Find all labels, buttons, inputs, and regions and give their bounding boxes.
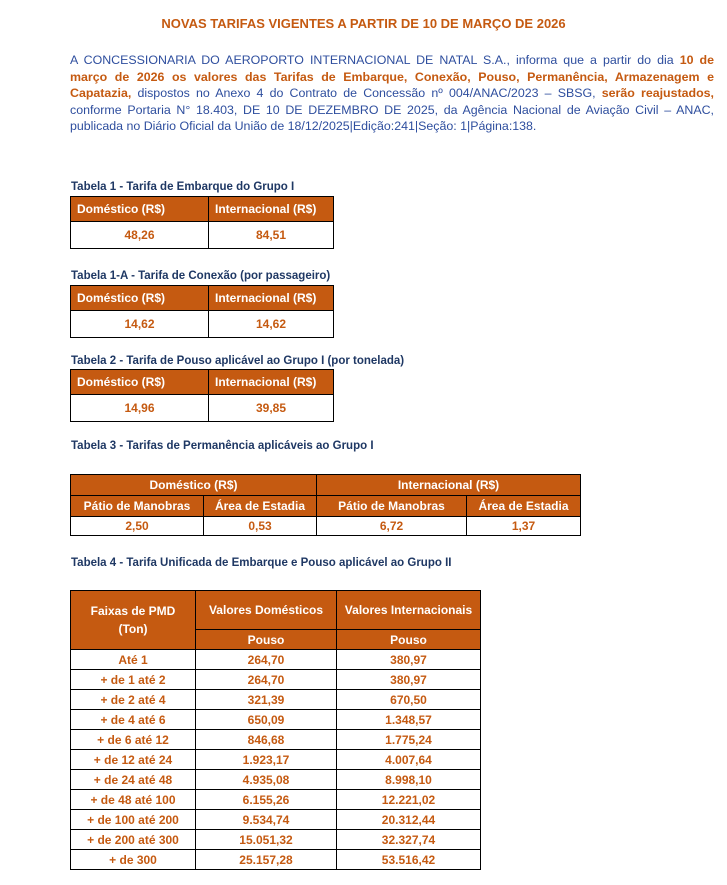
table-row xyxy=(71,670,481,690)
table4-cell-int: 1.348,57 xyxy=(337,710,481,730)
table3-sub-estadia-int: Área de Estadia xyxy=(467,496,581,517)
table4-sub-pouso-int: Pouso xyxy=(337,630,481,650)
intro-text-2: dispostos no Anexo 4 do Contrato de Concessão nº 004/ANAC/2023 – SBSG, xyxy=(131,86,602,101)
table4-header-pmd xyxy=(71,591,196,650)
table2-header-internacional: Internacional (R$) xyxy=(209,370,334,395)
table4-cell-faixa: + de 48 até 100 xyxy=(71,790,196,810)
intro-highlight-reajuste: serão reajustados, xyxy=(601,86,714,101)
table3-value-patio-dom: 2,50 xyxy=(71,517,204,536)
table1-header-internacional: Internacional (R$) xyxy=(209,197,334,222)
table-row xyxy=(71,750,481,770)
table4-cell-int: 1.775,24 xyxy=(337,730,481,750)
intro-highlight-date: 10 de março de 2026 os valores das Tarifas de Embarque, Conexão, Pouso, Permanência, Armazenagem e Capatazia, xyxy=(70,53,714,101)
table1a-value-domestico: 14,62 xyxy=(71,311,209,338)
intro-paragraph xyxy=(70,52,714,135)
table3-value-patio-int: 6,72 xyxy=(317,517,467,536)
table-row xyxy=(71,830,481,850)
table4-cell-faixa: + de 2 até 4 xyxy=(71,690,196,710)
table4-cell-int: 4.007,64 xyxy=(337,750,481,770)
table3-sub-patio-int: Pátio de Manobras xyxy=(317,496,467,517)
table-row xyxy=(71,770,481,790)
table4-cell-faixa: + de 12 até 24 xyxy=(71,750,196,770)
table-row xyxy=(71,710,481,730)
table3-value-estadia-dom: 0,53 xyxy=(204,517,317,536)
table3-group-domestico: Doméstico (R$) xyxy=(71,475,317,496)
intro-text-1: A CONCESSIONARIA DO AEROPORTO INTERNACIONAL DE NATAL S.A., informa que a partir do dia xyxy=(70,53,680,67)
table1-embarque xyxy=(70,196,334,249)
table1a-header-domestico: Doméstico (R$) xyxy=(71,286,209,311)
table2-caption: Tabela 2 - Tarifa de Pouso aplicável ao Grupo I (por tonelada) xyxy=(71,355,405,367)
table1-value-domestico: 48,26 xyxy=(71,222,209,249)
table4-cell-int: 53.516,42 xyxy=(337,850,481,870)
table4-cell-dom: 321,39 xyxy=(196,690,337,710)
table-row xyxy=(71,690,481,710)
table4-cell-int: 20.312,44 xyxy=(337,810,481,830)
table1a-caption: Tabela 1-A - Tarifa de Conexão (por passageiro) xyxy=(71,270,331,282)
table4-header-internacionais: Valores Internacionais xyxy=(337,591,481,630)
table3-group-internacional: Internacional (R$) xyxy=(317,475,581,496)
table4-cell-dom: 9.534,74 xyxy=(196,810,337,830)
table4-cell-int: 12.221,02 xyxy=(337,790,481,810)
table4-header-pmd-label: Faixas de PMD (Ton) xyxy=(90,604,176,636)
table3-sub-patio-dom: Pátio de Manobras xyxy=(71,496,204,517)
table1-caption: Tabela 1 - Tarifa de Embarque do Grupo I xyxy=(71,181,295,193)
table4-cell-dom: 264,70 xyxy=(196,650,337,670)
table1-header-domestico: Doméstico (R$) xyxy=(71,197,209,222)
table4-cell-faixa: + de 6 até 12 xyxy=(71,730,196,750)
table4-cell-faixa: + de 1 até 2 xyxy=(71,670,196,690)
table1-value-internacional: 84,51 xyxy=(209,222,334,249)
table4-cell-dom: 1.923,17 xyxy=(196,750,337,770)
table4-cell-int: 670,50 xyxy=(337,690,481,710)
table4-header-domesticos: Valores Domésticos xyxy=(196,591,337,630)
table4-body xyxy=(71,650,481,870)
table4-cell-dom: 15.051,32 xyxy=(196,830,337,850)
table4-cell-dom: 264,70 xyxy=(196,670,337,690)
table4-cell-dom: 6.155,26 xyxy=(196,790,337,810)
table4-cell-faixa: + de 4 até 6 xyxy=(71,710,196,730)
table3-permanencia xyxy=(70,474,581,536)
table4-cell-dom: 25.157,28 xyxy=(196,850,337,870)
table2-value-internacional: 39,85 xyxy=(209,395,334,422)
table4-cell-int: 32.327,74 xyxy=(337,830,481,850)
table-row xyxy=(71,730,481,750)
table4-sub-pouso-dom: Pouso xyxy=(196,630,337,650)
table-row xyxy=(71,810,481,830)
table1a-conexao xyxy=(70,285,334,338)
table4-cell-int: 380,97 xyxy=(337,650,481,670)
table1a-header-internacional: Internacional (R$) xyxy=(209,286,334,311)
table-row xyxy=(71,790,481,810)
table2-value-domestico: 14,96 xyxy=(71,395,209,422)
table-row xyxy=(71,850,481,870)
table4-cell-faixa: + de 100 até 200 xyxy=(71,810,196,830)
page-title: NOVAS TARIFAS VIGENTES A PARTIR DE 10 DE MARÇO DE 2026 xyxy=(161,16,566,31)
table4-cell-dom: 846,68 xyxy=(196,730,337,750)
table2-pouso xyxy=(70,369,334,422)
table2-header-domestico: Doméstico (R$) xyxy=(71,370,209,395)
table3-value-estadia-int: 1,37 xyxy=(467,517,581,536)
table4-caption: Tabela 4 - Tarifa Unificada de Embarque e Pouso aplicável ao Grupo II xyxy=(71,557,452,569)
table4-cell-faixa: + de 300 xyxy=(71,850,196,870)
table-row xyxy=(71,650,481,670)
table3-sub-estadia-dom: Área de Estadia xyxy=(204,496,317,517)
table4-unificada xyxy=(70,590,481,870)
table4-cell-int: 8.998,10 xyxy=(337,770,481,790)
table1a-value-internacional: 14,62 xyxy=(209,311,334,338)
intro-text-3: conforme Portaria N° 18.403, DE 10 DE DEZEMBRO DE 2025, da Agência Nacional de Aviação Civil – ANAC, publicada no Diário Oficial da União de 18/12/2025|Edição:241|Seção: 1|Página:138. xyxy=(70,102,714,134)
table4-cell-faixa: + de 24 até 48 xyxy=(71,770,196,790)
table4-cell-faixa: Até 1 xyxy=(71,650,196,670)
table3-caption: Tabela 3 - Tarifas de Permanência aplicáveis ao Grupo I xyxy=(71,440,374,452)
table4-cell-dom: 4.935,08 xyxy=(196,770,337,790)
table4-cell-dom: 650,09 xyxy=(196,710,337,730)
table4-cell-faixa: + de 200 até 300 xyxy=(71,830,196,850)
table4-cell-int: 380,97 xyxy=(337,670,481,690)
